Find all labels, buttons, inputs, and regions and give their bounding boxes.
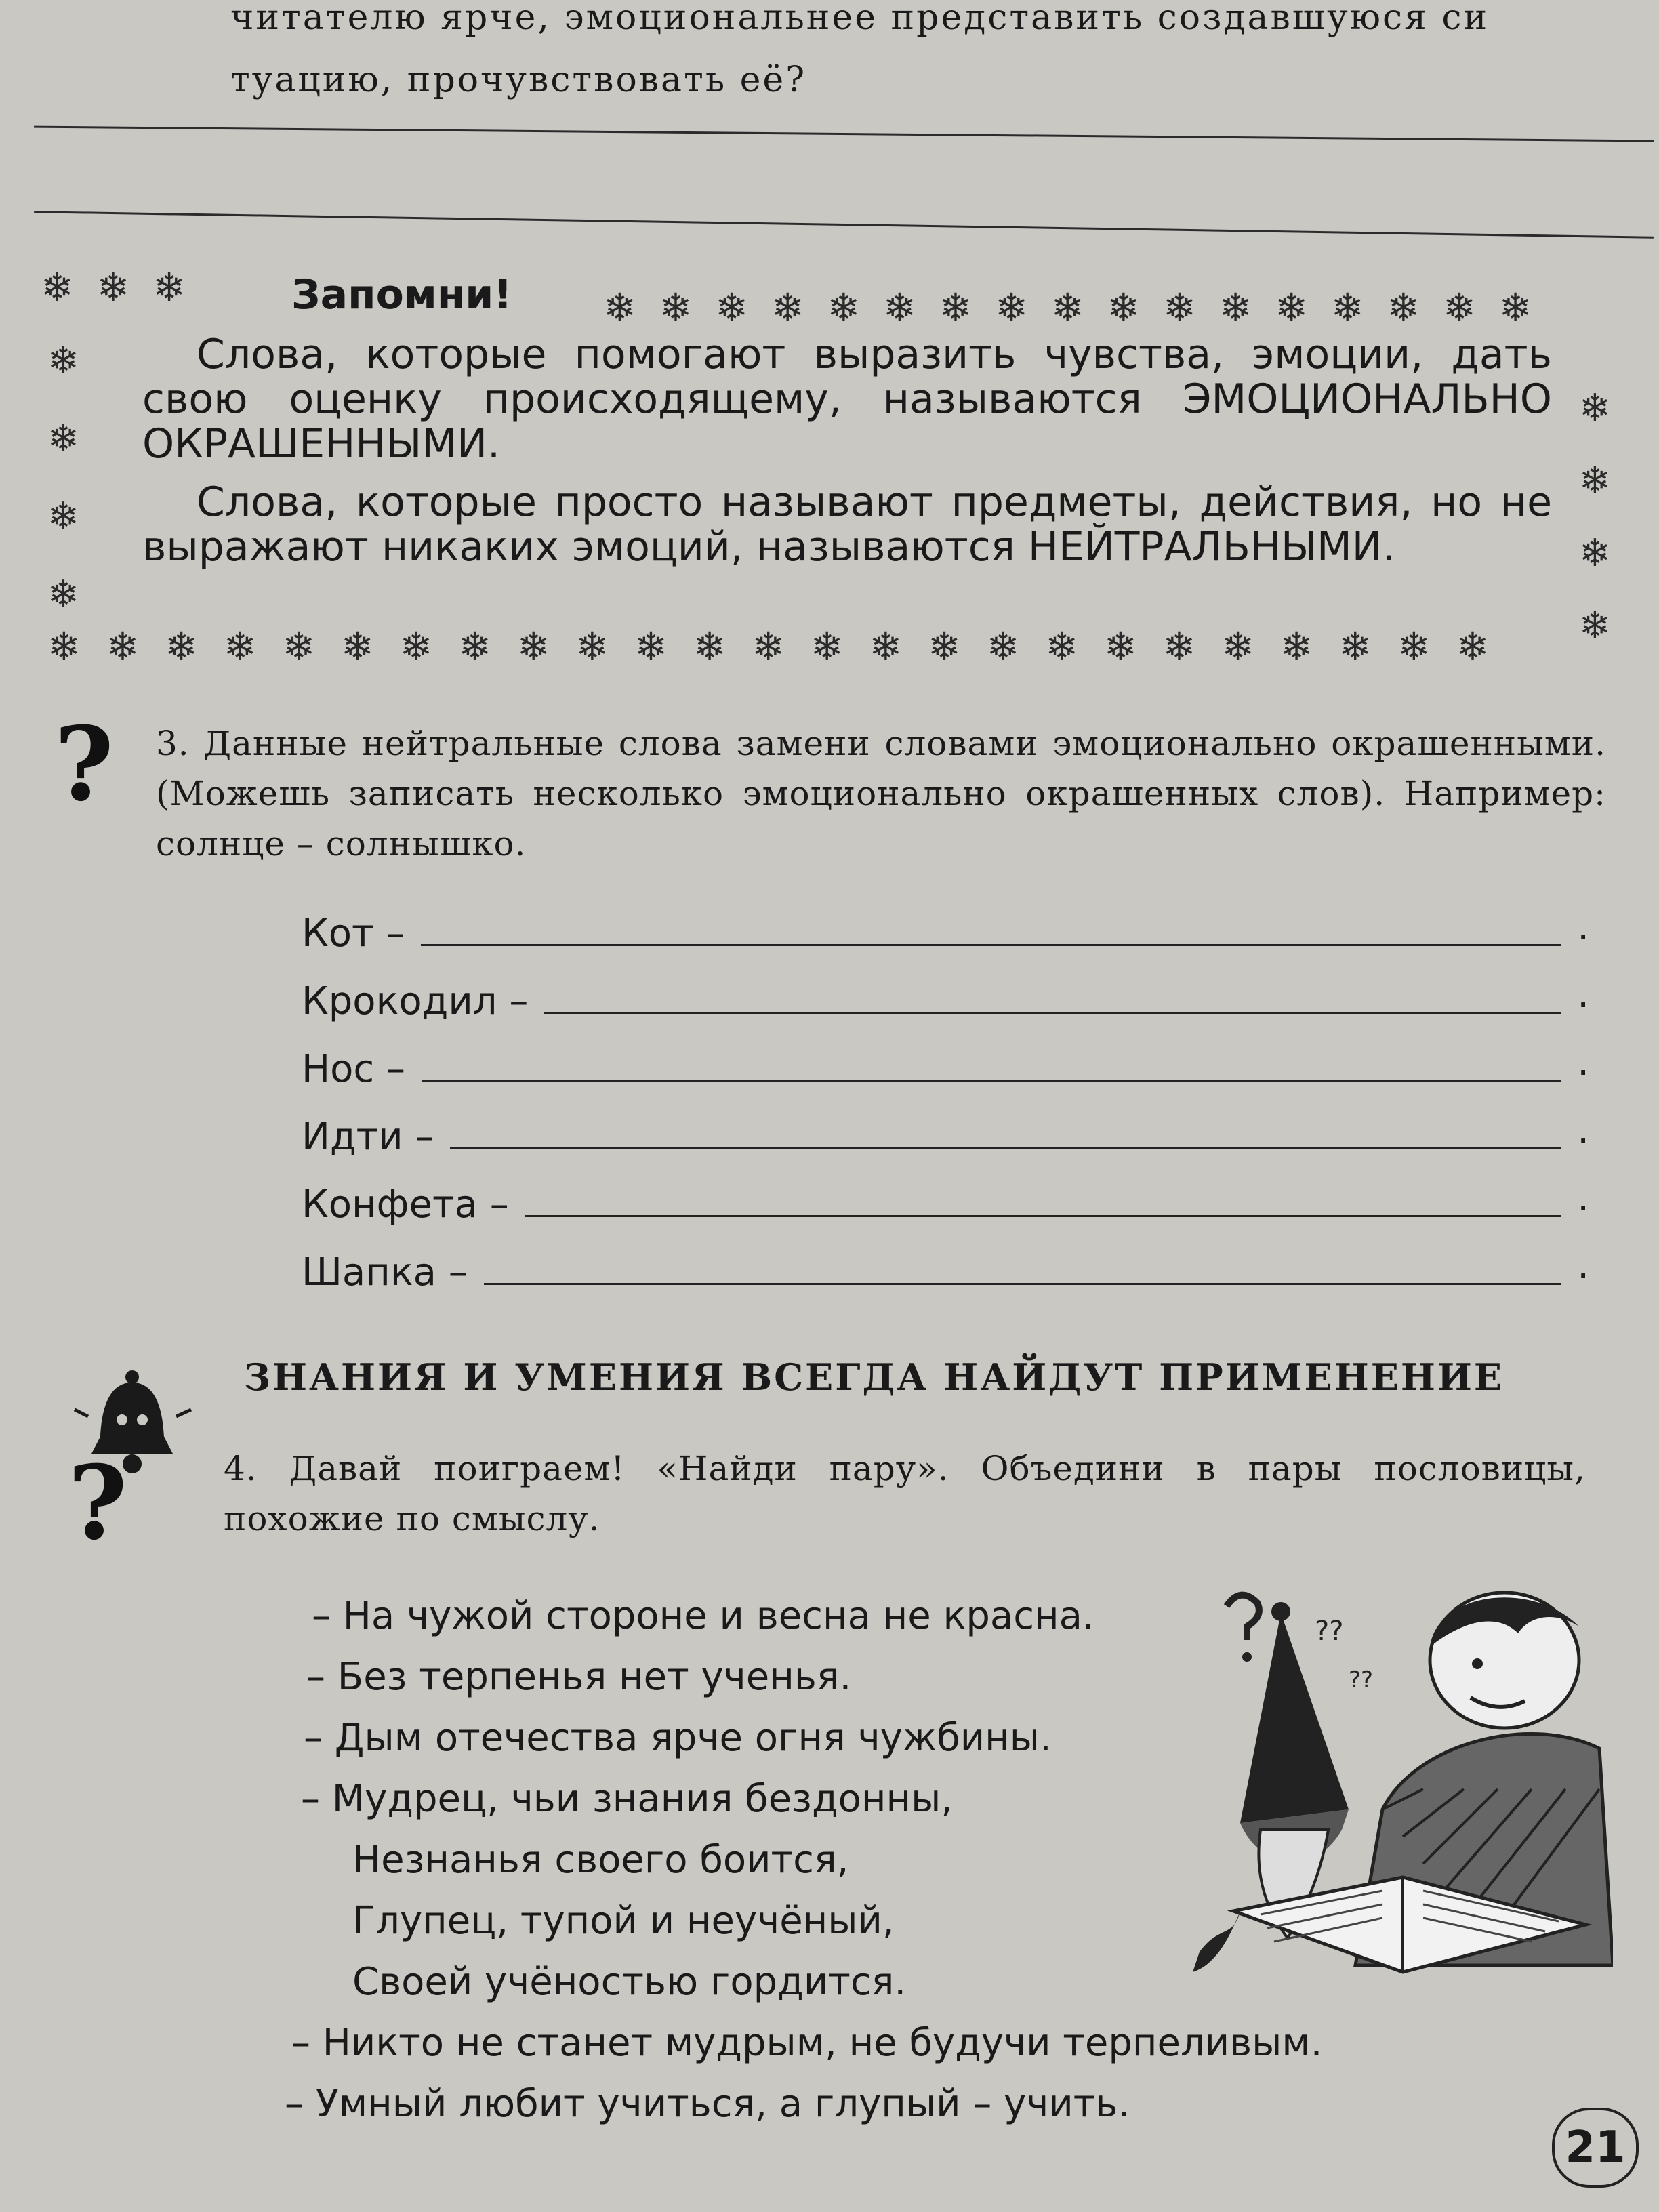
line-end-dot: . bbox=[1577, 1108, 1589, 1152]
snowflake-icon: ❄ bbox=[341, 623, 374, 670]
word-label: Конфета – bbox=[302, 1183, 509, 1227]
page-number: 21 bbox=[1552, 2108, 1639, 2188]
proverb-item-continued: Незнанья своего боится, bbox=[352, 1838, 849, 1882]
snowflake-icon: ❄ bbox=[106, 623, 140, 670]
snowflake-icon: ❄ bbox=[1163, 285, 1196, 331]
intro-text bbox=[230, 0, 1654, 111]
task-3-text: 3. Данные нейтральные слова замени словами эмоционально окрашенными. (Можешь записать несколько эмоционально окрашенных слов). Например: солнце – солнышко. bbox=[156, 724, 1606, 863]
snowflake-icon: ❄ bbox=[1443, 285, 1476, 331]
snowflake-icon: ❄ bbox=[1397, 623, 1431, 670]
snowflake-icon: ❄ bbox=[47, 417, 79, 461]
snowflake-icon: ❄ bbox=[634, 623, 668, 670]
proverb-item-continued: Глупец, тупой и неучёный, bbox=[352, 1899, 895, 1943]
word-label: Крокодил – bbox=[302, 979, 529, 1023]
snowflake-icon: ❄ bbox=[41, 264, 74, 310]
snowflake-icon: ❄ bbox=[516, 623, 550, 670]
remember-box bbox=[41, 258, 1620, 698]
line-end-dot: . bbox=[1577, 1244, 1589, 1288]
snowflake-icon: ❄ bbox=[603, 285, 636, 331]
snowflake-icon: ❄ bbox=[1579, 531, 1611, 575]
snowflake-icon: ❄ bbox=[47, 623, 81, 670]
word-label: Идти – bbox=[302, 1115, 434, 1159]
snowflake-icon: ❄ bbox=[1162, 623, 1196, 670]
answer-row-nose bbox=[302, 1037, 1589, 1091]
snowflake-row-bottom bbox=[47, 623, 1489, 670]
remember-paragraph-2: Слова, которые просто называют предметы, действия, но не выражают никаких эмоций, называются НЕЙТРАЛЬНЫМИ. bbox=[142, 478, 1552, 571]
word-label: Нос – bbox=[302, 1047, 405, 1091]
snowflake-column-left bbox=[47, 339, 79, 617]
line-end-dot: . bbox=[1577, 905, 1589, 949]
snowflake-icon: ❄ bbox=[1579, 604, 1611, 648]
snowflake-icon: ❄ bbox=[1279, 623, 1313, 670]
answer-line-1 bbox=[34, 126, 1654, 142]
word-label: Кот – bbox=[302, 912, 405, 956]
answer-line-2 bbox=[34, 211, 1654, 239]
snowflake-icon: ❄ bbox=[810, 623, 844, 670]
answer-row-hat bbox=[302, 1240, 1589, 1294]
snowflake-icon: ❄ bbox=[986, 623, 1020, 670]
snowflake-icon: ❄ bbox=[1456, 623, 1490, 670]
snowflake-icon: ❄ bbox=[869, 623, 903, 670]
snowflake-icon: ❄ bbox=[282, 623, 316, 670]
snowflake-icon: ❄ bbox=[399, 623, 433, 670]
snowflake-icon: ❄ bbox=[928, 623, 961, 670]
proverbs-list bbox=[285, 1586, 1323, 2135]
snowflake-icon: ❄ bbox=[1338, 623, 1372, 670]
snowflake-icon: ❄ bbox=[1218, 285, 1252, 331]
snowflake-row-top-right bbox=[603, 285, 1532, 331]
snowflake-icon: ❄ bbox=[1107, 285, 1141, 331]
snowflake-icon: ❄ bbox=[771, 285, 804, 331]
snowflake-icon: ❄ bbox=[693, 623, 726, 670]
task-4-text: 4. Давай поиграем! «Найди пару». Объедини в пары пословицы, похожие по смыслу. bbox=[224, 1449, 1586, 1538]
snowflake-icon: ❄ bbox=[752, 623, 785, 670]
proverb-item[interactable]: – Умный любит учиться, а глупый – учить. bbox=[285, 2082, 1130, 2126]
answer-blank[interactable] bbox=[484, 1282, 1561, 1285]
snowflake-icon: ❄ bbox=[1579, 386, 1611, 430]
proverb-item[interactable]: – Мудрец, чьи знания бездонны, bbox=[301, 1777, 954, 1821]
snowflake-icon: ❄ bbox=[1050, 285, 1084, 331]
snowflake-row-top-left bbox=[41, 264, 186, 310]
proverb-item[interactable]: – Никто не станет мудрым, не будучи терпеливым. bbox=[291, 2021, 1323, 2065]
snowflake-icon: ❄ bbox=[659, 285, 693, 331]
snowflake-icon: ❄ bbox=[995, 285, 1028, 331]
line-end-dot: . bbox=[1577, 972, 1589, 1017]
proverb-item[interactable]: – Без терпенья нет ученья. bbox=[306, 1655, 852, 1699]
answer-row-candy bbox=[302, 1172, 1589, 1227]
answer-row-cat bbox=[302, 901, 1589, 956]
snowflake-icon: ❄ bbox=[715, 285, 748, 331]
intro-line-1: читателю ярче, эмоциональнее представить создавшуюся си bbox=[230, 0, 1490, 38]
question-pen-icon: ? bbox=[54, 705, 114, 824]
snowflake-icon: ❄ bbox=[458, 623, 491, 670]
remember-paragraph-1: Слова, которые помогают выразить чувства, эмоции, дать свою оценку происходящему, называются ЭМОЦИОНАЛЬНО ОКРАШЕННЫМИ. bbox=[142, 331, 1552, 468]
snowflake-column-right bbox=[1579, 386, 1611, 648]
snowflake-icon: ❄ bbox=[96, 264, 130, 310]
snowflake-icon: ❄ bbox=[1275, 285, 1308, 331]
snowflake-icon: ❄ bbox=[1103, 623, 1137, 670]
snowflake-icon: ❄ bbox=[1045, 623, 1078, 670]
proverb-item[interactable]: – Дым отечества ярче огня чужбины. bbox=[304, 1716, 1052, 1760]
snowflake-icon: ❄ bbox=[883, 285, 916, 331]
snowflake-icon: ❄ bbox=[47, 495, 79, 539]
snowflake-icon: ❄ bbox=[827, 285, 861, 331]
section-title: ЗНАНИЯ И УМЕНИЯ ВСЕГДА НАЙДУТ ПРИМЕНЕНИЕ bbox=[244, 1355, 1504, 1399]
answer-blank[interactable] bbox=[422, 1079, 1561, 1082]
snowflake-icon: ❄ bbox=[1387, 285, 1420, 331]
answer-blank[interactable] bbox=[525, 1214, 1561, 1217]
intro-line-2: туацию, прочувствовать её? bbox=[230, 60, 807, 100]
snowflake-icon: ❄ bbox=[1221, 623, 1254, 670]
snowflake-icon: ❄ bbox=[165, 623, 198, 670]
snowflake-icon: ❄ bbox=[47, 573, 79, 617]
snowflake-icon: ❄ bbox=[47, 339, 79, 383]
svg-text:??: ?? bbox=[1349, 1666, 1374, 1694]
question-pen-icon: ? bbox=[68, 1443, 127, 1563]
remember-text bbox=[142, 332, 1552, 583]
snowflake-icon: ❄ bbox=[575, 623, 609, 670]
answer-row-crocodile bbox=[302, 969, 1589, 1023]
snowflake-icon: ❄ bbox=[939, 285, 972, 331]
snowflake-icon: ❄ bbox=[1579, 459, 1611, 503]
answer-blank[interactable] bbox=[544, 1011, 1561, 1014]
svg-text:??: ?? bbox=[1315, 1616, 1344, 1647]
line-end-dot: . bbox=[1577, 1040, 1589, 1084]
answer-blank[interactable] bbox=[450, 1147, 1561, 1149]
proverb-item-continued: Своей учёностью гордится. bbox=[352, 1960, 907, 2004]
snowflake-icon: ❄ bbox=[152, 264, 186, 310]
line-end-dot: . bbox=[1577, 1176, 1589, 1220]
snowflake-icon: ❄ bbox=[223, 623, 257, 670]
wizard-and-boy-illustration bbox=[1179, 1586, 1613, 1979]
remember-title: Запомни! bbox=[291, 271, 512, 319]
proverb-item[interactable]: – На чужой стороне и весна не красна. bbox=[312, 1594, 1094, 1638]
answer-blank[interactable] bbox=[421, 943, 1561, 946]
word-label: Шапка – bbox=[302, 1250, 468, 1294]
answer-row-go bbox=[302, 1105, 1589, 1159]
snowflake-icon: ❄ bbox=[1330, 285, 1364, 331]
snowflake-icon: ❄ bbox=[1498, 285, 1532, 331]
